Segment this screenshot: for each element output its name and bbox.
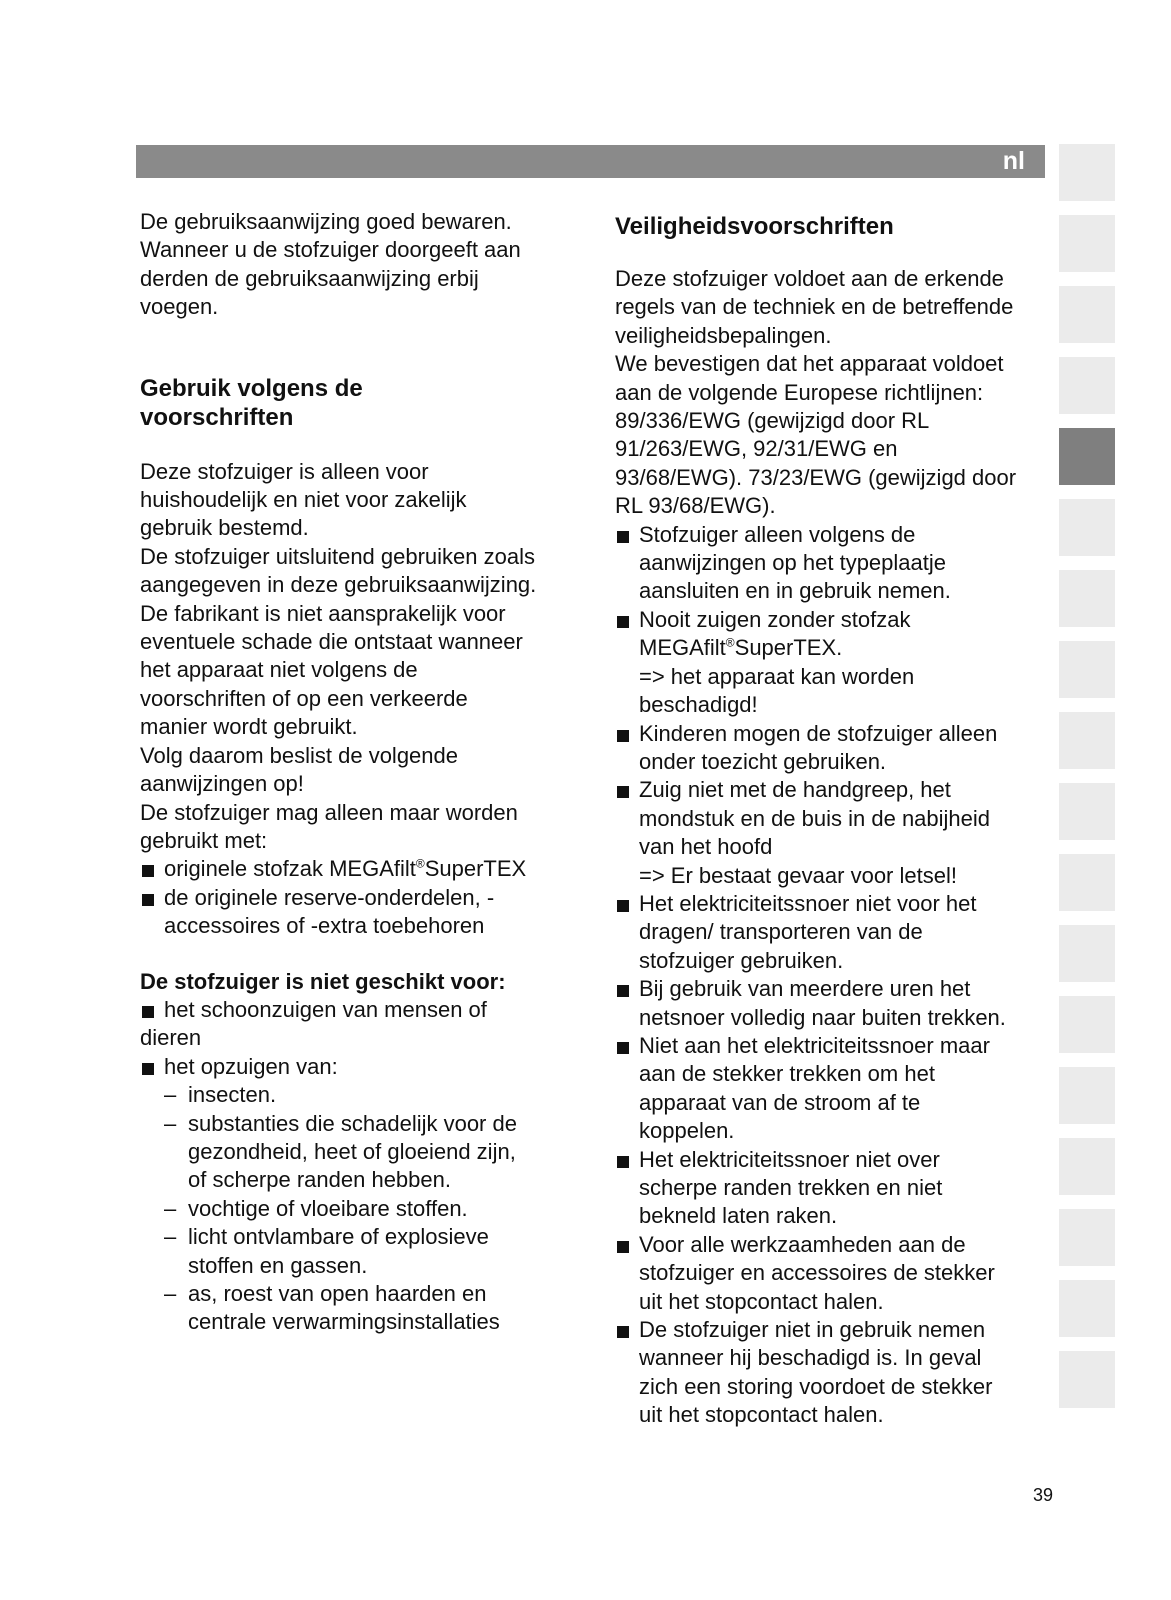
list-item: het opzuigen van: [140, 1053, 580, 1081]
sub-list-item: – substanties die schadelijk voor de gezondheid, heet of gloeiend zijn, of scherpe randen hebben. [164, 1110, 580, 1195]
language-tab[interactable] [1059, 996, 1115, 1053]
list-item: Niet aan het elektriciteitssnoer maar aan de stekker trekken om het apparaat van de stroom af te koppelen. [615, 1032, 1050, 1146]
language-tab[interactable] [1059, 854, 1115, 911]
list-item: Kinderen mogen de stofzuiger alleen onder toezicht gebruiken. [615, 720, 1050, 777]
sub-list [140, 1081, 580, 1337]
sub-list-item: – vochtige of vloeibare stoffen. [164, 1195, 580, 1223]
language-tab-active[interactable] [1059, 428, 1115, 485]
language-tab[interactable] [1059, 1209, 1115, 1266]
list-item: Nooit zuigen zonder stofzak MEGAfilt®SuperTEX. => het apparaat kan worden beschadigd! [615, 606, 1050, 720]
intro-text: De gebruiksaanwijzing goed bewaren. Wanneer u de stofzuiger doorgeeft aan derden de gebruiksaanwijzing erbij voegen. [140, 209, 521, 320]
usage-text: Deze stofzuiger is alleen voor huishoudelijk en niet voor zakelijk gebruik bestemd. De stofzuiger uitsluitend gebruiken zoals aangegeven in deze gebruiksaanwijzing. De fabrikant is niet aansprakelijk voor eventuele schade die ontstaat wanneer het apparaat niet volgens de voorschriften of op een verkeerde manier wordt gebruikt. Volg daarom beslist de volgende aanwijzingen op! De stofzuiger mag alleen maar worden gebruikt met: [140, 458, 537, 853]
language-tab[interactable] [1059, 1351, 1115, 1408]
language-tab[interactable] [1059, 215, 1115, 272]
language-tab[interactable] [1059, 286, 1115, 343]
list-item: Bij gebruik van meerdere uren het netsnoer volledig naar buiten trekken. [615, 975, 1050, 1032]
list-item: de originele reserve-onderdelen, - accessoires of -extra toebehoren [140, 884, 580, 941]
language-tab[interactable] [1059, 1138, 1115, 1195]
language-tab[interactable] [1059, 712, 1115, 769]
sub-list-item: – insecten. [164, 1081, 580, 1109]
list-item: De stofzuiger niet in gebruik nemen wanneer hij beschadigd is. In geval zich een storing voordoet de stekker uit het stopcontact halen. [615, 1316, 1050, 1430]
header-bar [136, 145, 1045, 178]
not-suitable-heading: De stofzuiger is niet geschikt voor: [140, 968, 506, 994]
list-item: het schoonzuigen van mensen of dieren [140, 996, 580, 1053]
safety-list [615, 521, 1050, 1430]
section-heading: Gebruik volgens de voorschriften [140, 374, 363, 431]
language-tab[interactable] [1059, 641, 1115, 698]
safety-heading: Veiligheidsvoorschriften [615, 213, 894, 240]
language-tab[interactable] [1059, 1067, 1115, 1124]
language-tab[interactable] [1059, 783, 1115, 840]
language-tab[interactable] [1059, 570, 1115, 627]
safety-intro: Deze stofzuiger voldoet aan de erkende regels van de techniek en de betreffende veiligheidsbepalingen. We bevestigen dat het apparaat voldoet aan de volgende Europese richtlijnen: 89/336/EWG (gewijzigd door RL 91/263/EWG, 92/31/EWG en 93/68/EWG). 73/23/EWG (gewijzigd door RL 93/68/EWG). [615, 266, 1017, 519]
left-column [140, 208, 580, 1337]
list-item: Voor alle werkzaamheden aan de stofzuiger en accessoires de stekker uit het stopcontact halen. [615, 1231, 1050, 1316]
page-number: 39 [1033, 1485, 1054, 1505]
right-column [615, 208, 1050, 1430]
language-tabs [1059, 144, 1115, 1422]
list-item: Het elektriciteitssnoer niet voor het dragen/ transporteren van de stofzuiger gebruiken. [615, 890, 1050, 975]
list-item: originele stofzak MEGAfilt®SuperTEX [140, 855, 580, 883]
sub-list-item: – as, roest van open haarden en centrale verwarmingsinstallaties [164, 1280, 580, 1337]
list-item: Zuig niet met de handgreep, het mondstuk en de buis in de nabijheid van het hoofd => Er bestaat gevaar voor letsel! [615, 776, 1050, 890]
list-item: Stofzuiger alleen volgens de aanwijzingen op het typeplaatje aansluiten en in gebruik nemen. [615, 521, 1050, 606]
language-tab[interactable] [1059, 357, 1115, 414]
language-tab[interactable] [1059, 144, 1115, 201]
language-tab[interactable] [1059, 1280, 1115, 1337]
language-tab[interactable] [1059, 925, 1115, 982]
language-tab[interactable] [1059, 499, 1115, 556]
list-item: Het elektriciteitssnoer niet over scherpe randen trekken en niet bekneld laten raken. [615, 1146, 1050, 1231]
language-label: nl [1002, 147, 1025, 175]
use-with-list [140, 855, 580, 940]
sub-list-item: – licht ontvlambare of explosieve stoffen en gassen. [164, 1223, 580, 1280]
